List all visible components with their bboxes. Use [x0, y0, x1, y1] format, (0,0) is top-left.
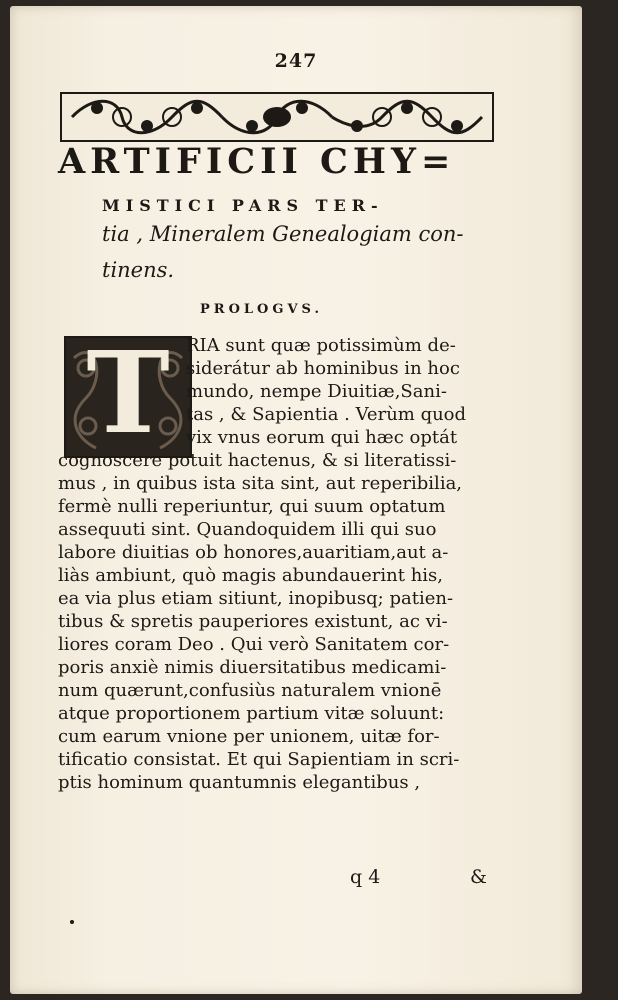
initial-letter: T — [86, 336, 170, 458]
text-line: ea via plus etiam sitiunt, inopibusq; patien- — [58, 588, 454, 609]
page-number: 247 — [274, 50, 318, 72]
text-line: fermè nulli reperiuntur, qui suum optatum — [58, 496, 446, 517]
text-line: liores coram Deo . Qui verò Sanitatem cor- — [58, 634, 450, 655]
subtitle-italic-line: tinens. — [102, 258, 175, 282]
signature-mark: q 4 — [350, 866, 381, 888]
text-line: liàs ambiunt, quò magis abundauerint his, — [58, 565, 444, 586]
text-line: assequuti sint. Quandoquidem illi qui suo — [58, 519, 437, 540]
chapter-title: ARTIFICII CHY= — [58, 141, 456, 182]
text-line: atque proportionem partium vitæ soluunt: — [58, 703, 445, 724]
text-line: tificatio consistat. Et qui Sapientiam in scri- — [58, 749, 460, 770]
text-line: tibus & spretis pauperiores existunt, ac vi- — [58, 611, 448, 632]
text-line: vix vnus eorum qui hæc optát — [186, 427, 458, 448]
text-line: cognoscere potuit hactenus, & si literatissi- — [58, 450, 457, 471]
ornamental-headpiece — [60, 92, 494, 142]
text-line: mus , in quibus ista sita sint, aut reperibilia, — [58, 473, 463, 494]
text-line: tas , & Sapientia . Verùm quod — [186, 404, 467, 425]
text-line: siderátur ab hominibus in hoc — [186, 358, 460, 379]
text-line: ptis hominum quantumnis elegantibus , — [58, 772, 421, 793]
ornament-scroll-icon — [62, 94, 492, 140]
chapter-subtitle: MISTICI PARS TER- — [102, 196, 384, 215]
ink-speck — [70, 920, 74, 924]
catchword: & — [470, 866, 487, 888]
text-line: cum earum vnione per unionem, uitæ for- — [58, 726, 440, 747]
text-line: RIA sunt quæ potissimùm de- — [186, 335, 456, 356]
decorated-initial — [64, 336, 192, 458]
text-line: poris anxiè nimis diuersitatibus medicami- — [58, 657, 447, 678]
subtitle-italic-line: tia , Mineralem Genealogiam con- — [102, 222, 464, 246]
book-page — [10, 6, 582, 994]
text-line: mundo, nempe Diuitiæ,Sani- — [186, 381, 447, 402]
section-heading: PROLOGVS. — [200, 302, 324, 317]
text-line: num quærunt,confusiùs naturalem vnionē — [58, 680, 442, 701]
text-line: labore diuitias ob honores,auaritiam,aut a- — [58, 542, 449, 563]
